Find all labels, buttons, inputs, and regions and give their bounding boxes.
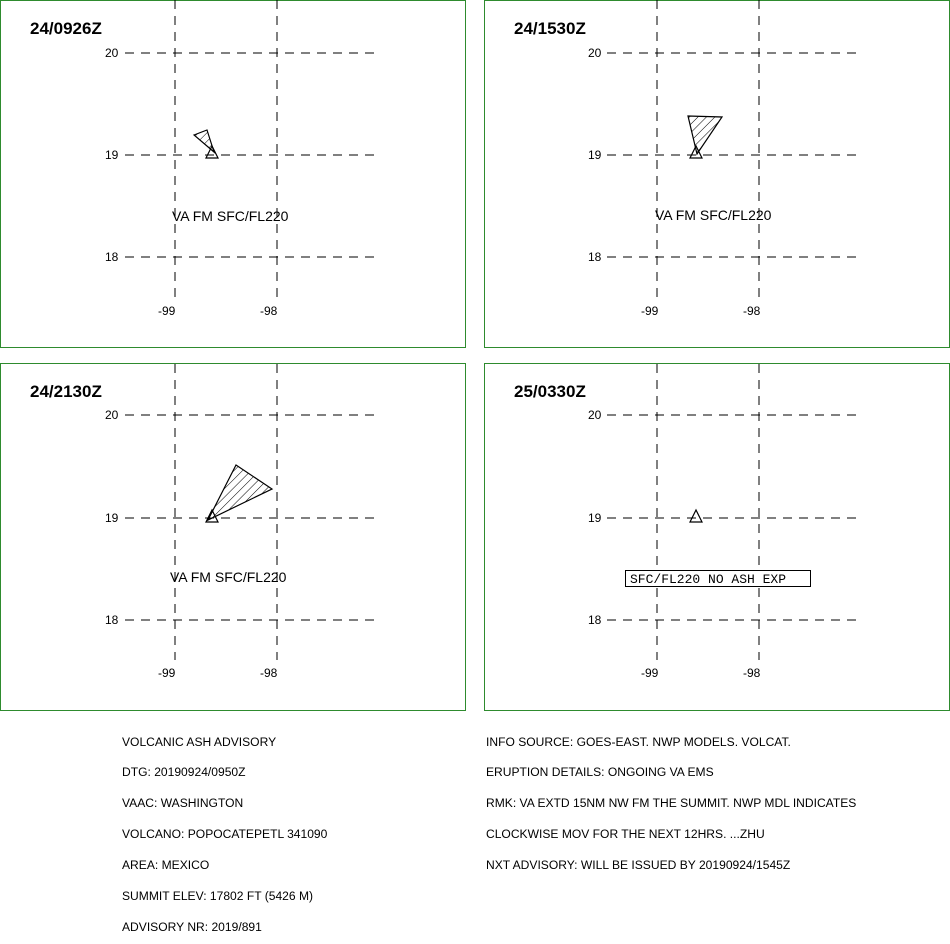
lat-label-19: 19 (588, 511, 602, 525)
panel-timestamp: 24/2130Z (30, 382, 102, 401)
graticule (125, 364, 375, 660)
lat-label-20: 20 (588, 46, 602, 60)
lon-label-99: -99 (158, 666, 176, 680)
forecast-panel-2 (485, 0, 950, 348)
graticule (607, 364, 857, 660)
advisory-line: INFO SOURCE: GOES-EAST. NWP MODELS. VOLCAT. (486, 736, 791, 749)
lat-label-20: 20 (105, 408, 119, 422)
advisory-line: VAAC: WASHINGTON (122, 798, 244, 811)
advisory-line: DTG: 20190924/0950Z (122, 767, 246, 780)
advisory-text-left (122, 717, 327, 944)
ash-cloud-polygon (208, 465, 272, 520)
advisory-line: SUMMIT ELEV: 17802 FT (5426 M) (122, 891, 314, 904)
volcano-triangle-icon (690, 510, 702, 522)
forecast-panel-4 (485, 364, 950, 711)
lon-label-99: -99 (158, 304, 176, 318)
lat-label-19: 19 (105, 511, 119, 525)
lon-label-98: -98 (743, 304, 761, 318)
panel-frame (485, 1, 950, 348)
graticule (125, 0, 375, 298)
advisory-line: ERUPTION DETAILS: ONGOING VA EMS (486, 767, 714, 780)
forecast-panel-1 (1, 0, 466, 348)
panel-timestamp: 24/0926Z (30, 19, 102, 38)
lon-label-98: -98 (260, 304, 278, 318)
lon-label-99: -99 (641, 666, 659, 680)
panel-frame (1, 364, 466, 711)
advisory-line: VOLCANO: POPOCATEPETL 341090 (122, 829, 328, 842)
lat-label-18: 18 (105, 250, 119, 264)
advisory-line: NXT ADVISORY: WILL BE ISSUED BY 20190924/1545Z (486, 860, 791, 873)
advisory-line: CLOCKWISE MOV FOR THE NEXT 12HRS. ...ZHU (486, 829, 765, 842)
lon-label-98: -98 (743, 666, 761, 680)
panel-frame (1, 1, 466, 348)
no-ash-label: SFC/FL220 NO ASH EXP (630, 572, 787, 587)
advisory-line: RMK: VA EXTD 15NM NW FM THE SUMMIT. NWP MDL INDICATES (486, 798, 857, 811)
forecast-panel-3 (1, 364, 466, 711)
ash-label: VA FM SFC/FL220 (172, 208, 289, 224)
advisory-line: ADVISORY NR: 2019/891 (122, 921, 262, 934)
advisory-line: VOLCANIC ASH ADVISORY (122, 736, 277, 749)
lat-label-19: 19 (588, 148, 602, 162)
panel-frame (485, 364, 950, 711)
panel-timestamp: 24/1530Z (514, 19, 586, 38)
lat-label-19: 19 (105, 148, 119, 162)
lon-label-98: -98 (260, 666, 278, 680)
lat-label-20: 20 (588, 408, 602, 422)
advisory-line: AREA: MEXICO (122, 860, 210, 873)
lat-label-18: 18 (105, 613, 119, 627)
lat-label-18: 18 (588, 613, 602, 627)
lat-label-18: 18 (588, 250, 602, 264)
lat-label-20: 20 (105, 46, 119, 60)
graticule (607, 0, 857, 298)
ash-label: VA FM SFC/FL220 (170, 569, 287, 585)
ash-label: VA FM SFC/FL220 (655, 207, 772, 223)
lon-label-99: -99 (641, 304, 659, 318)
ash-cloud-polygon (688, 116, 722, 154)
panel-timestamp: 25/0330Z (514, 382, 586, 401)
advisory-text-right (486, 717, 856, 882)
